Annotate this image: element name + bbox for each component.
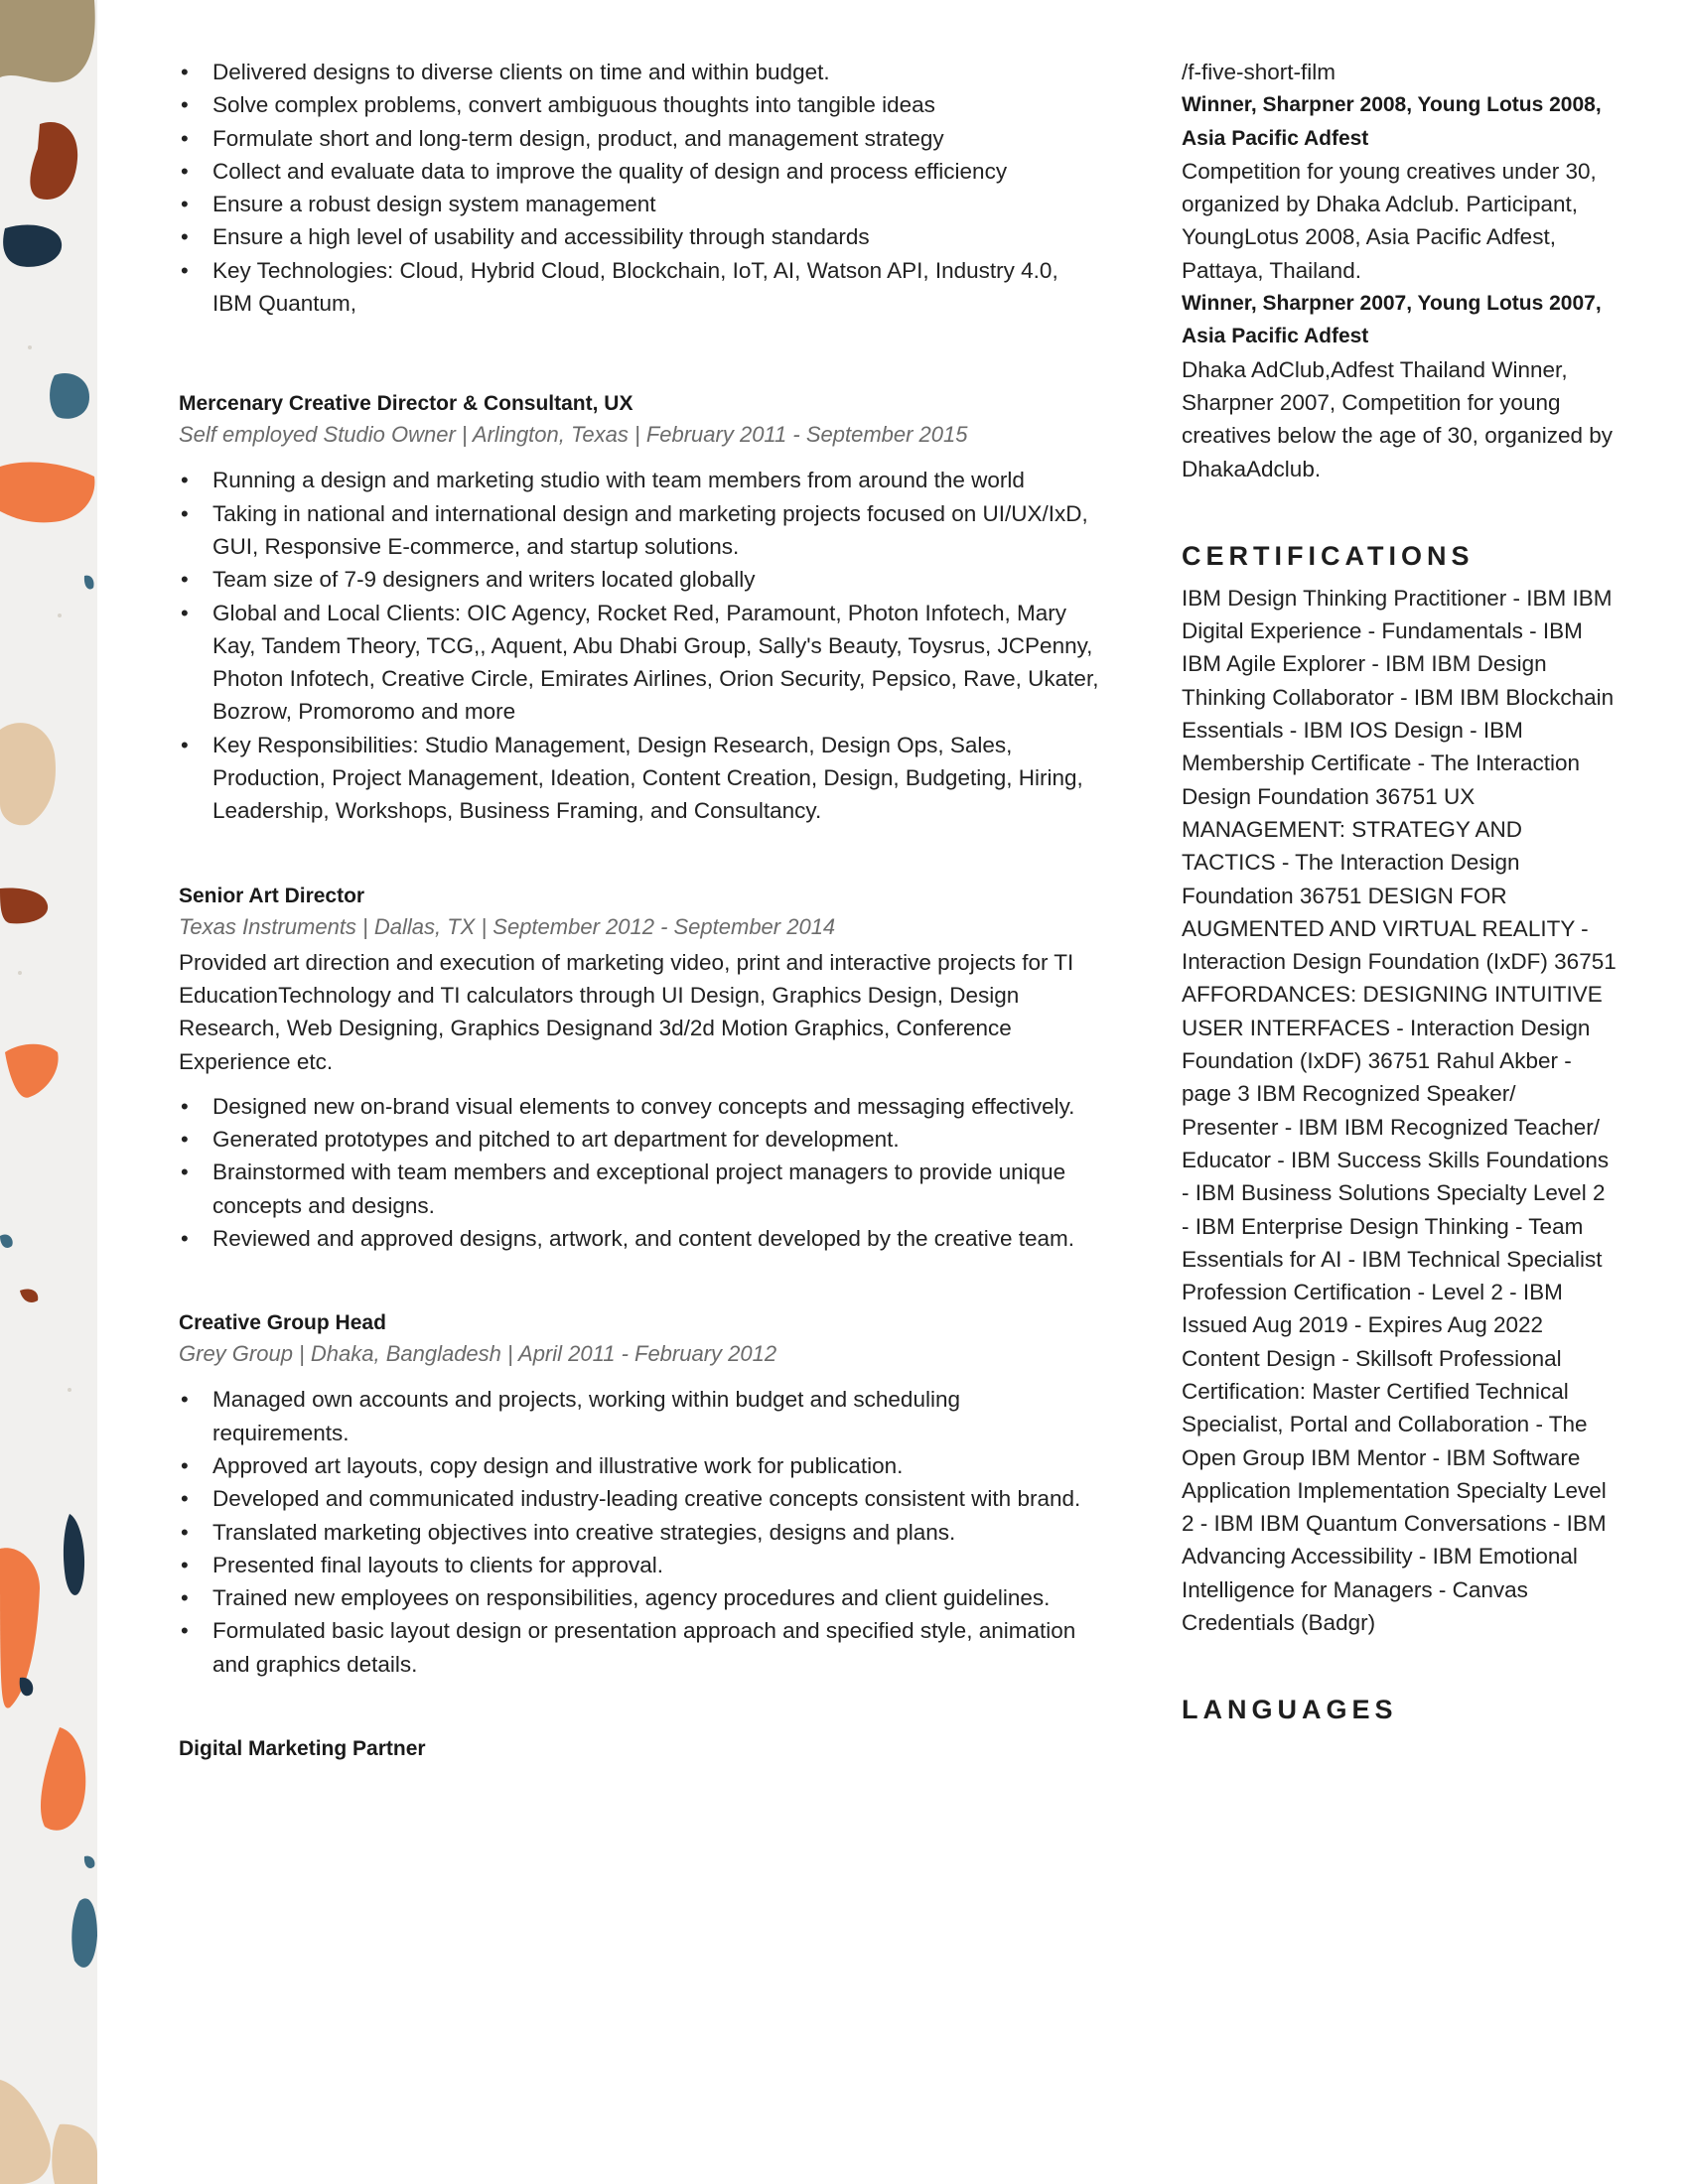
job-title: Mercenary Creative Director & Consultant, UX <box>179 392 633 416</box>
bullet-item: • Team size of 7-9 designers and writers located globally <box>179 563 1102 596</box>
bullet-item: • Brainstormed with team members and exceptional project managers to provide unique concepts and designs. <box>179 1156 1102 1222</box>
decorative-terrazzo-strip <box>0 0 97 2184</box>
job-meta: Grey Group | Dhaka, Bangladesh | April 2011 - February 2012 <box>179 1341 777 1367</box>
bullet-item: • Key Responsibilities: Studio Management, Design Research, Design Ops, Sales, Production, Project Management, Ideation, Content Creation, Design, Budgeting, Hiring, Leadership, Workshops, Business Framing, and Consultancy. <box>179 729 1102 828</box>
bullet-item: • Collect and evaluate data to improve the quality of design and process efficiency <box>179 155 1102 188</box>
bullet-item: • Formulate short and long-term design, product, and management strategy <box>179 122 1102 155</box>
bullet-item: • Taking in national and international design and marketing projects focused on UI/UX/IxD, GUI, Responsive E-commerce, and startup solutions. <box>179 497 1102 564</box>
bullet-item: • Ensure a high level of usability and accessibility through standards <box>179 220 1102 253</box>
certifications-heading: CERTIFICATIONS <box>1182 540 1475 571</box>
bullet-item: • Global and Local Clients: OIC Agency, Rocket Red, Paramount, Photon Infotech, Mary Kay, Tandem Theory, TCG,, Aquent, Abu Dhabi Group, Sally's Beauty, Toysrus, JCPenny, Photon Infotech, Creative Circle, Emirates Airlines, Orion Security, Pepsico, Rave, Ukater, Bozrow, Promoromo and more <box>179 597 1102 729</box>
bullet-item: • Reviewed and approved designs, artwork, and content developed by the creative team. <box>179 1222 1102 1255</box>
job-title: Digital Marketing Partner <box>179 1736 426 1760</box>
job-bullets <box>179 1383 1102 1681</box>
bullet-item: • Delivered designs to diverse clients on time and within budget. <box>179 56 1102 88</box>
bullet-item: • Translated marketing objectives into creative strategies, designs and plans. <box>179 1516 1102 1549</box>
bullet-item: • Approved art layouts, copy design and illustrative work for publication. <box>179 1449 1102 1482</box>
bullet-item: • Ensure a robust design system management <box>179 188 1102 220</box>
job-entry-creative-group-head <box>179 1308 1102 1681</box>
bullet-item: • Trained new employees on responsibilities, agency procedures and client guidelines. <box>179 1581 1102 1614</box>
award-description: Dhaka AdClub,Adfest Thailand Winner, Sharpner 2007, Competition for young creatives below the age of 30, organized by DhakaAdclub. <box>1182 356 1614 481</box>
job-entry-senior-art-director <box>179 882 1102 1256</box>
sidebar-column <box>1182 56 1618 1735</box>
languages-heading: LANGUAGES <box>1182 1695 1398 1725</box>
job-entry-digital-marketing-partner <box>179 1734 1102 1764</box>
job-bullets <box>179 1090 1102 1255</box>
job-meta: Self employed Studio Owner | Arlington, Texas | February 2011 - September 2015 <box>179 422 968 448</box>
bullet-item: • Designed new on-brand visual elements to convey concepts and messaging effectively. <box>179 1090 1102 1123</box>
job-title: Creative Group Head <box>179 1311 386 1335</box>
bullet-item: • Generated prototypes and pitched to art department for development. <box>179 1123 1102 1156</box>
job-meta: Texas Instruments | Dallas, TX | September 2012 - September 2014 <box>179 913 836 939</box>
experience-column <box>179 56 1102 1764</box>
job-entry-mercenary <box>179 389 1102 827</box>
certifications-text: IBM Design Thinking Practitioner - IBM IBM Digital Experience - Fundamentals - IBM IBM Agile Explorer - IBM IBM Design Thinking Collaborator - IBM IBM Blockchain Essentials - IBM IOS Design - IBM Membership Certificate - The Interaction Design Foundation 36751 UX MANAGEMENT: STRATEGY AND TACTICS - The Interaction Design Foundation 36751 DESIGN FOR AUGMENTED AND VIRTUAL REALITY - Interaction Design Foundation (IxDF) 36751 AFFORDANCES: DESIGNING INTUITIVE USER INTERFACES - Interaction Design Foundation (IxDF) 36751 Rahul Akber - page 3 IBM Recognized Speaker/ Presenter - IBM IBM Recognized Teacher/ Educator - IBM Success Skills Foundations - IBM Business Solutions Specialty Level 2 - IBM Enterprise Design Thinking - Team Essentials for AI - IBM Technical Specialist Profession Certification - Level 2 - IBM Issued Aug 2019 - Expires Aug 2022 Content Design - Skillsoft Professional Certification: Master Certified Technical Specialist, Portal and Collaboration - The Open Group IBM Mentor - IBM Software Application Implementation Specialty Level 2 - IBM IBM Quantum Conversations - IBM Advancing Accessibility - IBM Emotional Intelligence for Managers - Canvas Credentials (Badgr) <box>1182 585 1617 1636</box>
job-bullets <box>179 464 1102 827</box>
terrazzo-pattern <box>0 0 97 2184</box>
award-description: Competition for young creatives under 30, organized by Dhaka Adclub. Participant, YoungLotus 2008, Asia Pacific Adfest, Pattaya, Thailand. <box>1182 158 1597 283</box>
bullet-item: • Solve complex problems, convert ambiguous thoughts into tangible ideas <box>179 88 1102 121</box>
bullet-item: • Running a design and marketing studio with team members from around the world <box>179 464 1102 496</box>
job-title: Senior Art Director <box>179 884 365 907</box>
bullet-item: • Formulated basic layout design or presentation approach and specified style, animation and graphics details. <box>179 1614 1102 1681</box>
bullet-item: • Presented final layouts to clients for approval. <box>179 1549 1102 1581</box>
bullet-item: • Key Technologies: Cloud, Hybrid Cloud, Blockchain, IoT, AI, Watson API, Industry 4.0, IBM Quantum, <box>179 254 1102 321</box>
award-title: Winner, Sharpner 2007, Young Lotus 2007, Asia Pacific Adfest <box>1182 292 1602 348</box>
bullet-item: • Managed own accounts and projects, working within budget and scheduling requirements. <box>179 1383 1102 1449</box>
award-title: Winner, Sharpner 2008, Young Lotus 2008, Asia Pacific Adfest <box>1182 93 1602 150</box>
job-description: Provided art direction and execution of marketing video, print and interactive projects for TI EducationTechnology and TI calculators through UI Design, Graphics Design, Design Research, Web Designing, Graphics Designand 3d/2d Motion Graphics, Conference Experience etc. <box>179 949 1074 1074</box>
awards-link-text: /f-five-short-film <box>1182 60 1336 84</box>
experience-bullets-current-role <box>179 56 1102 320</box>
bullet-item: • Developed and communicated industry-leading creative concepts consistent with brand. <box>179 1482 1102 1515</box>
